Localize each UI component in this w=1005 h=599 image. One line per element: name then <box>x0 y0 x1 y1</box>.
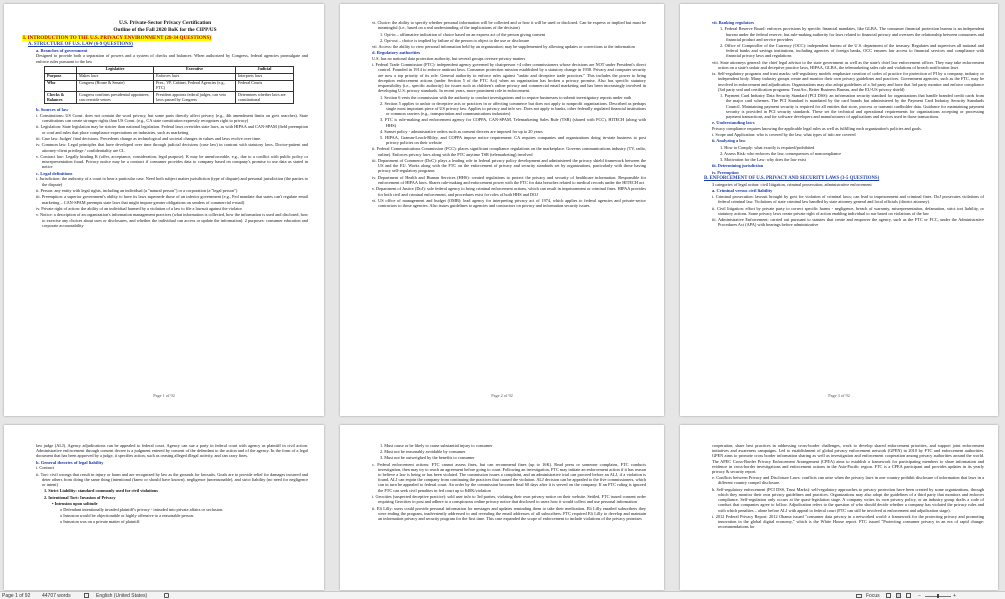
subheading-regulatory: d. Regulatory authorities <box>372 50 421 56</box>
list-item: ii. Eli Lilly: users could provide personal information for messages and updates reminding them to take their medication. Eli Lilly emailed subscribers they were ending the program, inadvertently addressed to and revealing the email addresses of all subscribers. FTC required Eli Lilly to develop and maintain an information privacy and security program for the first time. This case expanded the scope of enforcement to include violations of the privacy promises <box>372 505 646 522</box>
list-item: ii. Federal Communications Commission (FCC): places significant compliance regulations on the marketplace. Governs communications industry (TV, radio, online). Enforces privacy laws along with the FTC anytime TSR (telemarketing) involved <box>372 146 646 157</box>
list-item: o Defendant intentionally invaded plaintiff's privacy - intruded into private affairs or seclusion. <box>60 507 224 512</box>
paragraph-regulatory: U.S. has no national data protection authority, but several groups oversee privacy matters <box>372 55 526 61</box>
section-heading-B: B. ENFORCEMENT OF U.S. PRIVACY AND SECURITY LAWS (3-5 QUESTIONS) <box>704 176 880 182</box>
focus-mode-icon[interactable] <box>856 592 862 599</box>
list-item: 2. Intentional Tort: Invasion of Privacy <box>44 494 116 500</box>
table-cell: Congress (House & Senate) <box>76 80 153 92</box>
list-item: vii. Access: the ability to view personal information held by an organization; may be supplemented by allowing updates or corrections to the information <box>372 44 635 49</box>
table-cell: Who <box>45 80 77 92</box>
status-bar <box>0 591 1005 599</box>
list-item: 3. FTC is rule-making and enforcement agency for COPPA, CAN-SPAM, Telemarketing Sales Rule (TSR) (shared with FCC), HITECH (along with HHS) <box>380 117 646 128</box>
table-cell: Pres., VP, Cabinet, Federal Agencies (e.g., FTC) <box>154 80 236 92</box>
table-row <box>45 80 294 92</box>
list-item: i. Federal Trade Commission (FTC): independent agency governed by chairperson +4 other commissioners whose decisions are NOT under President's direct control. Founded in 1914 to enforce antitrust laws. Consumer protection mission established by a statutory change in 1938. Privacy and computer security are now a top priority of its role. General authority to enforce rules against "unfair and deceptive trade practices." This includes the power to bring deception enforcement actions (under Section 5 of the FTC Act) when an organization has broken a privacy promise. Also has specific statutory responsibility (i.e., specific authority) for issues such as children's online privacy and commercial email marketing and has been increasingly involved in developing U.S. privacy standards. In recent years, more prominent role in enforcement. <box>372 62 646 94</box>
proofing-icon[interactable] <box>84 592 89 599</box>
zoom-out-icon[interactable]: − <box>918 593 921 599</box>
section-heading-A: A. STRUCTURE OF U.S. LAW (6-9 QUESTIONS) <box>28 41 133 47</box>
page-count-status[interactable]: Page 1 of 92 <box>2 593 31 599</box>
list-item: 1. Section 6 vests the commission with the authority to conduct investigations and to require businesses to submit investigatory reports under oath <box>380 94 632 100</box>
list-item: b. Self-regulatory enforcement (PCI DSS, Trust Marks): self-regulatory approaches to privacy protection have been created by some organizations, through which they monitor their own privacy guidelines and practices. Organizations may also adopt the guidelines of a third party that monitors and enforces compliance. Self-regulation only occurs at the quasi-legislation stage. A company writes its own privacy policy, or an industry group drafts a code of conduct that companies agree to follow. Adjudication refers to the question of who should decide whether a company has violated the privacy rules and with which penalties – alone before ALJ with appeal to federal court (FTC can still be involved at enforcement and adjudication stage). <box>712 486 984 513</box>
document-page-2 <box>340 4 664 416</box>
paragraph-branches: Designed to provide both a separation of powers and a system of checks and balances. When authorized by Congress, federal agencies promulgate and enforce rules pursuant to the law <box>36 53 308 64</box>
document-page-1 <box>4 4 324 416</box>
list-item: 1. Opt-in – affirmative indication of choice based on an express act of the person giving consent <box>380 31 546 37</box>
read-mode-icon[interactable] <box>886 592 891 599</box>
language-status[interactable]: English (United States) <box>96 593 148 599</box>
list-item: v. Contract law: Legally binding K (offer, acceptance, consideration, legal purpose). K may be unenforceable, e.g., due to a conflict with public policy or misrepresentation fraud. Privacy notice may be a contract if consumer provides data to company based on company's promise to use data as stated in notice <box>36 153 308 170</box>
subheading-legal-liability: b. General theories of legal liability <box>36 459 104 465</box>
list-item: 1. Must cause or be likely to cause substantial injury to consumer <box>380 443 493 448</box>
zoom-in-icon[interactable]: + <box>953 593 956 599</box>
table-header: Legislative <box>76 66 153 73</box>
list-item: iii. Determining jurisdiction <box>712 163 764 169</box>
list-item: ii. Tort: civil wrongs that result in injury or harm and are recognized by law as the grounds for lawsuits. Goals are to provide relief for damages incurred and deter others from doing the same thing (intentional (knew or should have known), negligence (unreasonable), and strict liability (no need for negligence or intent) <box>36 471 308 487</box>
paragraph-understanding-laws: Privacy compliance requires knowing the applicable legal rules as well as fulfilling each organization's policies and goals. <box>712 125 922 131</box>
paragraph: cooperation, share best practices in addressing cross-border challenges, work to develop shared enforcement priorities, and support joint enforcement initiatives and awareness campaigns. Led to establishment of global privacy enforcement network (GPEN) in 2010 by FTC and enforcement authorities. GPEN aims to promote cross border information sharing as well as investigation and enforcement cooperation among privacy authorities around the world. The APEC Cross-Border Privacy Enforcement Arrangement (CPEA) aims to establish a framework for participating members to share information and evidence in cross-border investigations and enforcement actions in the Asia-Pacific region. FTC is a CPEA participant and provides updates in its yearly privacy & security report. <box>712 443 984 475</box>
list-item: iii. Department of Commerce (DoC): plays a leading role in federal privacy policy development and administered the privacy shield framework between the US and the EU. Works along with the FTC on the enforcement of privacy and security standards set by organizations, particularly with those having privacy self-regulatory programs <box>372 158 646 174</box>
list-item: 1. Payment Card Industry Data Security Standard (PCI DSS): an information security standard for organizations that handle branded credit cards from the major card schemes. The PCI Standard is mandated by the card brands but administered by the Payment Card Industry Security Standards Council. Maintaining payment security is required for all entities that store, process or transmit cardholder data. Guidance for maintaining payment security is provided in PCI security standards. These set the technical and operational requirements for organizations accepting or processing payment transactions, and for software developers and manufacturers of applications and devices used in those transactions. <box>720 93 984 120</box>
subheading-sources: b. Sources of law <box>36 107 69 113</box>
list-item: vi. US office of management and budget (OMB): lead agency for interpreting privacy act of 1974, which applies to federal agencies and private-sector contractors to those agencies. Also issues guidelines to agencies and contractors on privacy and information security issues. <box>372 198 646 209</box>
table-cell: Federal Courts <box>236 80 294 92</box>
subheading-branches: a. Branches of government <box>36 47 88 53</box>
list-item: iv. Private right of action: the ability of an individual harmed by a violation of a law to file a lawsuit against the violator <box>36 205 242 211</box>
list-item: v. Notice: a description of an organization's information management practices (what information is collected, how the information is used and disclosed, how to exercise any choices about uses or disclosures, and whether the individual can access or update the information). 2 purposes: consumer education and corporate accountability <box>36 212 309 228</box>
table-header: Judicial <box>236 66 294 73</box>
table-header <box>45 66 77 73</box>
document-page-4 <box>4 425 324 590</box>
page-number: Page 3 of 92 <box>828 392 850 398</box>
list-item: i. 2012 Federal Privacy Report: 2012 Obama issued "consumer data privacy in a networked world: a framework for the protecting privacy and promoting innovation in the global digital economy," which is the White House report. FTC issued "Protecting consumer privacy in an era of rapid change: recommendations for <box>712 514 984 530</box>
zoom-slider-thumb[interactable] <box>937 594 939 598</box>
list-item: ix. Self-regulatory programs and trust marks: self-regulatory models emphasize creation of codes of practice for protection of PI by a company, industry or independent body. Many industry groups create and monitor their own privacy guidelines and practices. Government agencies, such as the FTC, may be involved in enforcement and adjudication. Organizations may also adopt guidelines of a 3rd party and have that 3rd party monitor and enforce compliance (3rd party seal and certification programs: TrustArc, Better Business Bureau, and the EU-US privacy shield) <box>712 71 984 92</box>
list-item: iv. Department of Health and Human Services (HHS): created regulations to protect the privacy and security of healthcare information. Responsible for enforcement of HIPAA laws. Shares rule-making and enforcement power with the FTC for data breaches related to medical records under the HITECH act <box>372 174 646 186</box>
list-item: viii. State attorneys general: the chief legal advisor to the state government as well as the state's chief law enforcement officer. They may take enforcement action on a state's unfair and deceptive practice laws, HIPAA, GLBA, the telemarketing sales rule and violations of breach notification laws <box>712 59 984 70</box>
branches-table <box>44 66 294 104</box>
page-number: Page 2 of 92 <box>491 392 513 398</box>
list-item: ii. Analyzing a law <box>712 138 746 144</box>
list-item: o Intrusion was on a private matter of plaintiff. <box>60 519 141 525</box>
focus-button[interactable]: Focus <box>866 593 880 599</box>
table-header-row <box>45 66 294 73</box>
subheading-definitions: c. Legal definitions <box>36 170 73 176</box>
list-item: i. Contract <box>36 465 55 471</box>
table-cell: Congress confirms presidential appointees, can override vetoes <box>76 92 153 104</box>
list-item: iv. Common law: Legal principles that have developed over time through judicial decisions (case law) in contrast with statutory laws. Doctor-patient and attorney-client privilege / confidentiality are CL <box>36 142 308 153</box>
section-heading-I: I. INTRODUCTION TO THE U.S. PRIVACY ENVIRONMENT (28-34 QUESTIONS) <box>23 35 211 42</box>
list-item: iii. Case law: Judges' final decisions. Precedents change as technological and societal changes in values and laws evolve over time. <box>36 136 262 141</box>
accessibility-icon[interactable] <box>164 592 169 599</box>
table-cell: Makes laws <box>76 73 153 80</box>
table-cell: Purpose <box>45 73 77 80</box>
list-item: ii. Person: any entity with legal rights, including an individual (a "natural person") or a corporation (a "legal person") <box>36 187 238 193</box>
list-item: 4. Sunset policy - administrative orders such as consent decrees are imposed for up to 20 years <box>380 128 543 134</box>
print-layout-icon[interactable] <box>896 592 901 599</box>
list-item: c. Federal enforcement actions: FTC cannot assess fines, but can recommend fines (up to 16K). Read press or someone complains, FTC conducts investigation, then may try to reach an agreement before going to court. Following an investigation, FTC may initiate an enforcement action if it has reason to believe a law is being or has been violated. The commission issues a complaint, and an administrative trial can proceed before an ALJ, if a violation is found, ALJ can enjoin the company from continuing the practices that caused the violation. ALJ decision can be appealed to the five commissioners, which can in turn be appealed to federal court. An order by the commission becomes final 60 days after it is served on the company. If an FTC ruling is ignored the FTC can seek civil penalties in fed court up to $40K/violation <box>372 461 646 493</box>
list-item: iii. Administrative Enforcement: carried out pursuant to statutes that create and empower the agency, such as the FTC or FCC, under the Administrative Procedures Act (APA) with hearings before administrative <box>712 217 984 228</box>
list-item: 2. Office of Comptroller of the Currency (OCC): independent bureau of the U.S. department of the treasury. Regulates and supervises all national and federal banks and savings institutions, including agencies of foreign banks, OCC ensures fair access to financial services and compliance with financial privacy laws and regulations <box>720 43 984 59</box>
document-page-5 <box>340 425 664 590</box>
list-item: v. Department of Justice (DoJ): sole federal agency to bring criminal enforcement actions, which can result in imprisonment or criminal fines. HIPAA provides for both civil and criminal enforcement, and procedures exist for roles of both HHS and DOJ <box>372 186 646 197</box>
list-item: e. Conflicts between Privacy and Disclosure Laws: conflicts can arise when the privacy laws in one country prohibit disclosure of information that laws in a different country compel disclosure. <box>712 475 984 486</box>
list-item: 2. Section 5 applies to unfair or deceptive acts or practices in or affecting commerce but does not apply to nonprofit organizations. Described as perhaps single most important piece of US privacy law. Applies to privacy and info sec. Does not apply to banks, other federally regulated financial institutions or common carriers (e.g., transportation and communications industries) <box>380 100 646 117</box>
list-item: i. Scope and Application: who is covered by the law, what types of info are covered <box>712 132 856 138</box>
document-subtitle: Outline of the Fall 2020 BoK for the CIPP/US <box>113 26 217 33</box>
document-page-3 <box>680 4 998 416</box>
list-item: ii. Civil litigation: effort by private party to correct specific harms - negligence, breach of warranty, misrepresentation, defamation, strict tort liability, or statutory actions. Some privacy laws create private right of action enabling individual to sue based on violations of the law <box>712 205 984 216</box>
list-item: • Intrusion upon solitude <box>52 500 98 506</box>
list-item: 5. HIPAA, Gramm-Leach-Bliley, and COPPA impose notice requirement: CA requires companies and organizations doing in-state business to post privacy policies on their website <box>380 135 646 146</box>
list-item: 1. How to Comply: what exactly is required/prohibited <box>720 144 815 150</box>
list-item: 2. Opt-out – choice is implied by failure of the person to object to the use or disclosure <box>380 37 530 43</box>
table-row <box>45 92 294 104</box>
list-item: i. Constitutions: US Const. does not contain the word privacy, but some parts directly affect privacy (e.g., 4th amendment limits on govt searches). State constitutions can create stronger rights than US Const. (e.g., CA state constitution expressly recognizes right to privacy) <box>36 112 308 124</box>
list-item: i. Geocities (suspected deceptive practice): sold user info to 3rd parties, violating their own privacy notice on their website. Settled, FTC issued consent order requiring Geocities to post and adhere to a conspicuous online privacy notice that disclosed to users how it would collect and use personal information <box>372 494 646 505</box>
paragraph-enforcement: 3 categories of legal action: civil litigation, criminal prosecution, administrative enforcement <box>712 182 872 188</box>
table-cell: President appoints federal judges, can veto laws passed by Congress <box>154 92 236 104</box>
table-cell: Interprets laws <box>236 73 294 80</box>
list-item: i. Criminal prosecution: lawsuit brought by govt for violation of criminal laws; can lead to imprisonment and criminal fines. DoJ prosecutes violations of federal criminal law. Violations of state criminal law handled by state attorney general and local officials (district attorney). <box>712 193 984 205</box>
paragraph: law judge (ALJ). Agency adjudications can be appealed to federal court. Agency can sue a party in federal court with agency as plaintiff in civil action. Administrative enforcement through consent decree is a judgment entered by consent of the defendant to the action and of the agency. In the form of a legal document that has been approved by a judge, it specifies action, such as ceasing alleged illegal activity, and can carry fines. <box>36 443 308 459</box>
list-item: 2. Must not be reasonably avoidable by consumer <box>380 449 466 455</box>
table-cell: Determines whether laws are constitutional <box>236 92 294 104</box>
table-row <box>45 73 294 80</box>
document-page-6 <box>680 425 998 590</box>
list-item: 1. Federal Reserve Board: enforces provisions by specific financial mandates, like GLBA. The consumer financial protection bureau is an independent bureau under the federal reserve, has rule-making authority for laws related to financial privacy and oversees the relationship between consumers and financial product and service providers <box>720 26 984 42</box>
page-number: Page 1 of 92 <box>153 392 175 398</box>
document-title: U.S. Private-Sector Privacy Certification <box>118 20 212 26</box>
list-item: 3. Motivation for the Law: why does the law exist <box>720 157 806 163</box>
list-item: 2. Assess Risk: who enforces the law, consequences of noncompliance <box>720 151 842 156</box>
list-item: i. Jurisdiction: the authority of a court to hear a particular case. Need both subject matter jurisdiction (type of dispute) and personal jurisdiction (the parties to the dispute) <box>36 176 308 187</box>
table-cell: Enforces laws <box>154 73 236 80</box>
list-item: iv. Preemption <box>712 169 739 175</box>
list-item: vi. Choice: the ability to specify whether personal information will be collected and or how it will be used or disclosed. Can be express or implied but must be meaningful (i.e., based on a real understanding of the implications of the decision) <box>372 20 646 31</box>
subheading-understanding-laws: e. Understanding laws <box>712 120 755 126</box>
list-item: ii. Legislation: State legislation may be stricter than national legislation. Federal laws overrides state laws, as with HIPAA and CAN-SPAM (field preemption or conf and rules that place compliance expectations on industries, such as marketing <box>36 124 308 135</box>
web-layout-icon[interactable] <box>906 592 911 599</box>
list-item: iii. Preemption: a superior government's ability to have its laws supersede those of an inferior government (e.g., Fed mandate that states can't regulate email marketing – CAN-SPAM preempts state laws that might impose greater obligations on senders of commercial e-mail) <box>36 194 308 205</box>
list-item: 1. Strict Liability: standard commonly used for civil violations <box>44 488 158 494</box>
list-item: o Intrusion would be objectionable or highly offensive to a reasonable person. <box>60 513 195 519</box>
list-item: 3. Must not be outweighed by the benefits to consumer <box>380 455 475 461</box>
subheading-criminal-civil: a. Criminal versus civil liability <box>712 188 773 194</box>
word-count-status[interactable]: 44707 words <box>42 593 71 599</box>
table-cell: Checks & Balances <box>45 92 77 104</box>
list-item: vii. Banking regulators <box>712 20 755 25</box>
table-header: Executive <box>154 66 236 73</box>
